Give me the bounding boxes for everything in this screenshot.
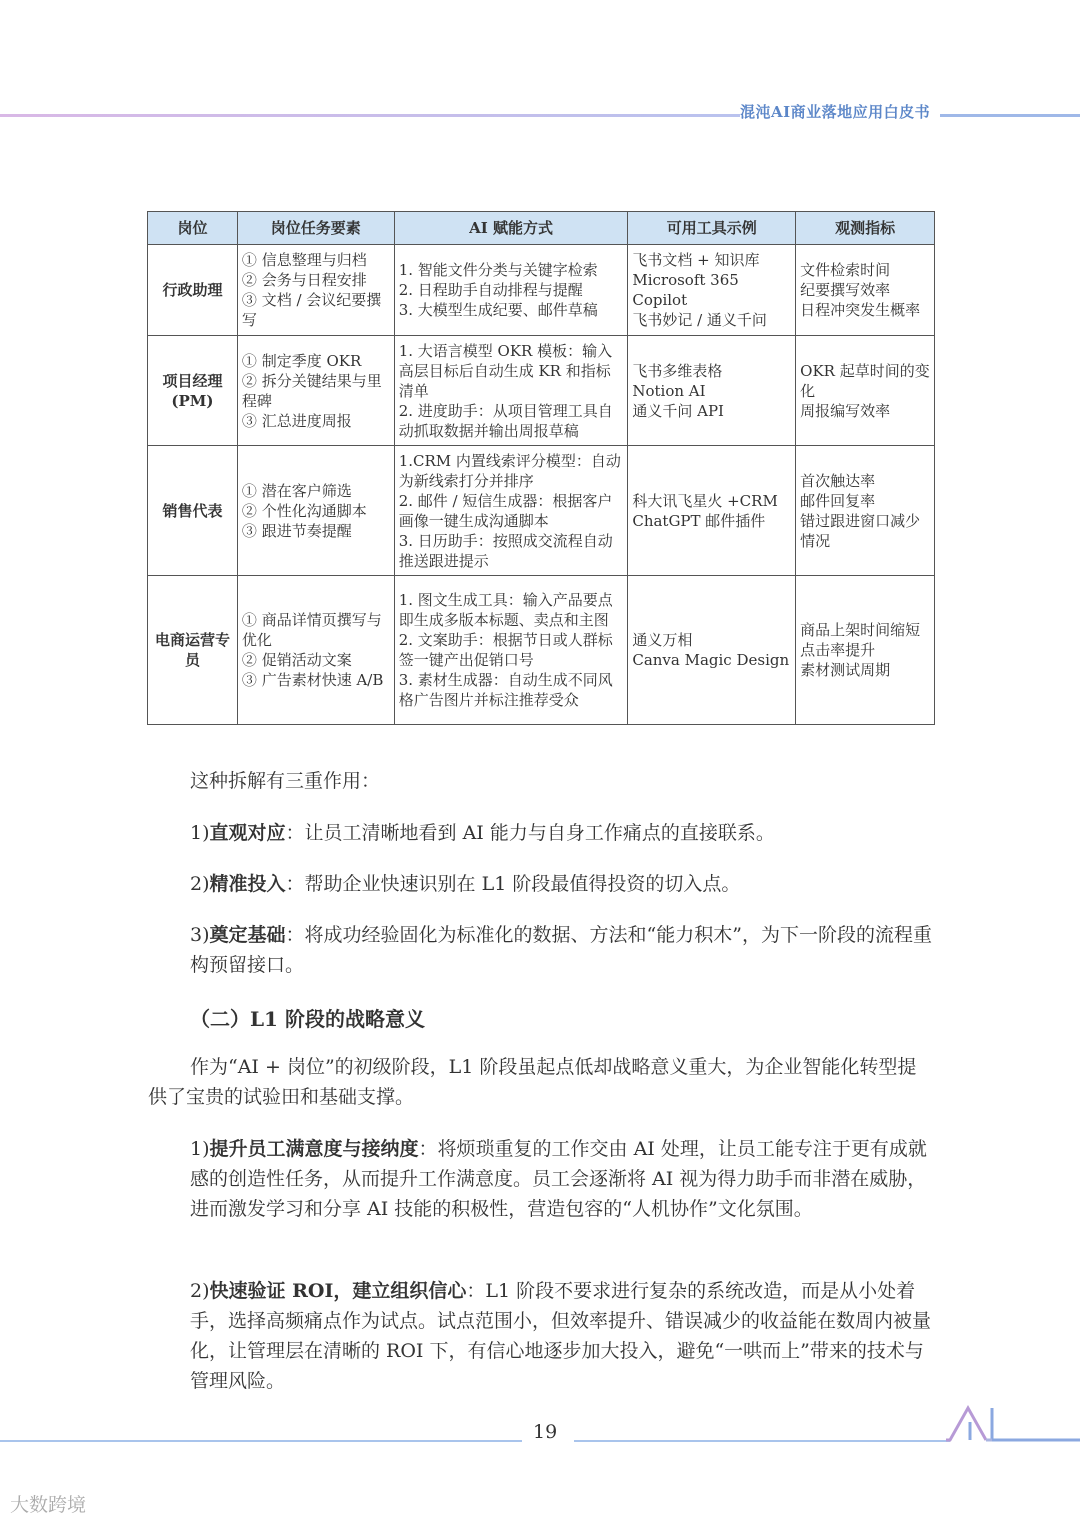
task-item: ③ 跟进节奏提醒 bbox=[241, 521, 352, 540]
tool-item: 科大讯飞星火 +CRM bbox=[632, 491, 778, 510]
section-heading: （二）L1 阶段的战略意义 bbox=[190, 1007, 425, 1031]
header-rule-right bbox=[940, 114, 1080, 117]
ai-logo-icon bbox=[946, 1402, 1080, 1448]
metric-item: 点击率提升 bbox=[800, 641, 876, 659]
task-item: ② 个性化沟通脚本 bbox=[241, 501, 367, 520]
point-title: 快速验证 ROI，建立组织信心 bbox=[209, 1280, 467, 1302]
table-header: AI 赋能方式 bbox=[394, 212, 628, 245]
tool-item: Canva Magic Design bbox=[632, 651, 790, 669]
footer-rule-right bbox=[574, 1440, 950, 1442]
footer-rule-left bbox=[0, 1440, 522, 1442]
point-title: 提升员工满意度与接纳度 bbox=[209, 1138, 419, 1160]
task-item: ① 潜在客户筛选 bbox=[241, 481, 352, 500]
role-ai-table bbox=[147, 211, 935, 725]
metric-item: OKR 起草时间的变化 bbox=[800, 361, 930, 400]
metric-item: 周报编写效率 bbox=[800, 401, 891, 420]
running-header: 混沌AI商业落地应用白皮书 bbox=[740, 103, 931, 121]
ai-item: 2. 日程助手自动排程与提醒 bbox=[398, 281, 583, 299]
ai-item: 2. 邮件 / 短信生成器：根据客户画像一键生成沟通脚本 bbox=[398, 491, 613, 530]
ai-cell bbox=[394, 576, 628, 725]
tool-item: 通义千问 API bbox=[632, 401, 724, 420]
point-text: ：L1 阶段不要求进行复杂的系统改造，而是从小处着手，选择高频痛点作为试点。试点范围小，但效率提升、错误减少的收益能在数周内被量化，让管理层在清晰的 ROI 下，有信心地逐步加大投入，避免“一哄而上”带来的技术与管理风险。 bbox=[190, 1280, 932, 1392]
section-intro: 作为“AI + 岗位”的初级阶段，L1 阶段虽起点低却战略意义重大，为企业智能化转型提供了宝贵的试验田和基础支撑。 bbox=[148, 1056, 917, 1108]
table-row bbox=[148, 245, 935, 336]
tasks-cell bbox=[237, 336, 394, 446]
point-title: 奠定基础 bbox=[209, 924, 286, 946]
role-cell: 电商运营专员 bbox=[148, 576, 238, 725]
section-point-1 bbox=[190, 1134, 932, 1224]
tools-cell bbox=[628, 576, 796, 725]
tool-item: 飞书多维表格 bbox=[632, 361, 723, 380]
point-text: ：让员工清晰地看到 AI 能力与自身工作痛点的直接联系。 bbox=[285, 822, 775, 844]
header-rule bbox=[0, 114, 740, 117]
role-cell: 行政助理 bbox=[148, 245, 238, 336]
ai-item: 2. 进度助手：从项目管理工具自动抓取数据并输出周报草稿 bbox=[398, 401, 613, 440]
point-title: 精准投入 bbox=[209, 873, 286, 895]
metric-item: 日程冲突发生概率 bbox=[800, 301, 921, 319]
metrics-cell bbox=[796, 446, 935, 576]
task-item: ① 信息整理与归档 bbox=[241, 251, 367, 269]
point-number: 3) bbox=[190, 924, 210, 946]
metric-item: 文件检索时间 bbox=[800, 261, 891, 279]
task-item: ③ 文档 / 会议纪要撰写 bbox=[241, 291, 382, 329]
table-header: 岗位 bbox=[148, 212, 238, 245]
ai-item: 1. 图文生成工具：输入产品要点即生成多版本标题、卖点和主图 bbox=[398, 591, 613, 629]
tool-item: 通义万相 bbox=[632, 631, 693, 649]
task-item: ① 商品详情页撰写与优化 bbox=[241, 611, 382, 649]
table-row bbox=[148, 336, 935, 446]
ai-cell bbox=[394, 446, 628, 576]
metric-item: 商品上架时间缩短 bbox=[800, 621, 921, 639]
metrics-cell bbox=[796, 336, 935, 446]
task-item: ① 制定季度 OKR bbox=[241, 351, 362, 370]
ai-item: 1. 智能文件分类与关键字检索 bbox=[398, 261, 598, 279]
tasks-cell bbox=[237, 245, 394, 336]
metrics-cell bbox=[796, 245, 935, 336]
ai-item: 1.CRM 内置线索评分模型：自动为新线索打分并排序 bbox=[398, 451, 621, 490]
table-row bbox=[148, 446, 935, 576]
page-number: 19 bbox=[533, 1421, 558, 1443]
task-item: ② 拆分关键结果与里程碑 bbox=[241, 371, 382, 410]
tool-item: 飞书文档 + 知识库 bbox=[632, 251, 760, 269]
ai-cell bbox=[394, 245, 628, 336]
table-header-row bbox=[148, 212, 935, 245]
metric-item: 邮件回复率 bbox=[800, 491, 876, 510]
point-number: 1) bbox=[190, 1138, 210, 1160]
metric-item: 素材测试周期 bbox=[800, 661, 891, 679]
intro-text: 这种拆解有三重作用： bbox=[190, 770, 381, 792]
tool-item: ChatGPT 邮件插件 bbox=[632, 511, 766, 530]
role-cell: 项目经理(PM) bbox=[148, 336, 238, 446]
section-point-2 bbox=[190, 1276, 932, 1396]
ai-item: 2. 文案助手：根据节日或人群标签一键产出促销口号 bbox=[398, 631, 613, 669]
ai-item: 3. 日历助手：按照成交流程自动推送跟进提示 bbox=[398, 531, 613, 570]
role-cell: 销售代表 bbox=[148, 446, 238, 576]
task-item: ③ 广告素材快速 A/B bbox=[241, 671, 384, 689]
point-1 bbox=[190, 818, 932, 848]
tool-item: 飞书妙记 / 通义千问 bbox=[632, 311, 767, 329]
point-text: ：将烦琐重复的工作交由 AI 处理，让员工能专注于更有成就感的创造性任务，从而提升工作满意度。员工会逐渐将 AI 视为得力助手而非潜在威胁，进而激发学习和分享 AI 技能的积极性，营造包容的“人机协作”文化氛围。 bbox=[190, 1138, 927, 1220]
tool-item: Notion AI bbox=[632, 381, 706, 400]
point-number: 2) bbox=[190, 873, 210, 895]
point-title: 直观对应 bbox=[209, 822, 286, 844]
ai-cell bbox=[394, 336, 628, 446]
point-number: 1) bbox=[190, 822, 210, 844]
task-item: ③ 汇总进度周报 bbox=[241, 411, 352, 430]
ai-item: 1. 大语言模型 OKR 模板：输入高层目标后自动生成 KR 和指标清单 bbox=[398, 341, 613, 400]
ai-item: 3. 素材生成器：自动生成不同风格广告图片并标注推荐受众 bbox=[398, 671, 613, 709]
point-3 bbox=[190, 920, 932, 980]
tools-cell bbox=[628, 446, 796, 576]
table-header: 可用工具示例 bbox=[628, 212, 796, 245]
metric-item: 首次触达率 bbox=[800, 471, 876, 490]
table-header: 观测指标 bbox=[796, 212, 935, 245]
tools-cell bbox=[628, 336, 796, 446]
metrics-cell bbox=[796, 576, 935, 725]
table-row bbox=[148, 576, 935, 725]
table-header: 岗位任务要素 bbox=[237, 212, 394, 245]
tools-cell bbox=[628, 245, 796, 336]
metric-item: 纪要撰写效率 bbox=[800, 281, 891, 299]
tasks-cell bbox=[237, 576, 394, 725]
point-2 bbox=[190, 869, 932, 899]
task-item: ② 会务与日程安排 bbox=[241, 271, 367, 289]
tasks-cell bbox=[237, 446, 394, 576]
point-text: ：帮助企业快速识别在 L1 阶段最值得投资的切入点。 bbox=[285, 873, 741, 895]
metric-item: 错过跟进窗口减少情况 bbox=[800, 511, 921, 550]
tool-item: Microsoft 365 Copilot bbox=[632, 271, 739, 309]
ai-item: 3. 大模型生成纪要、邮件草稿 bbox=[398, 301, 598, 319]
task-item: ② 促销活动文案 bbox=[241, 651, 352, 669]
point-number: 2) bbox=[190, 1280, 210, 1302]
watermark: 大数跨境 bbox=[10, 1494, 87, 1516]
point-text: ：将成功经验固化为标准化的数据、方法和“能力积木”，为下一阶段的流程重构预留接口。 bbox=[190, 924, 932, 976]
